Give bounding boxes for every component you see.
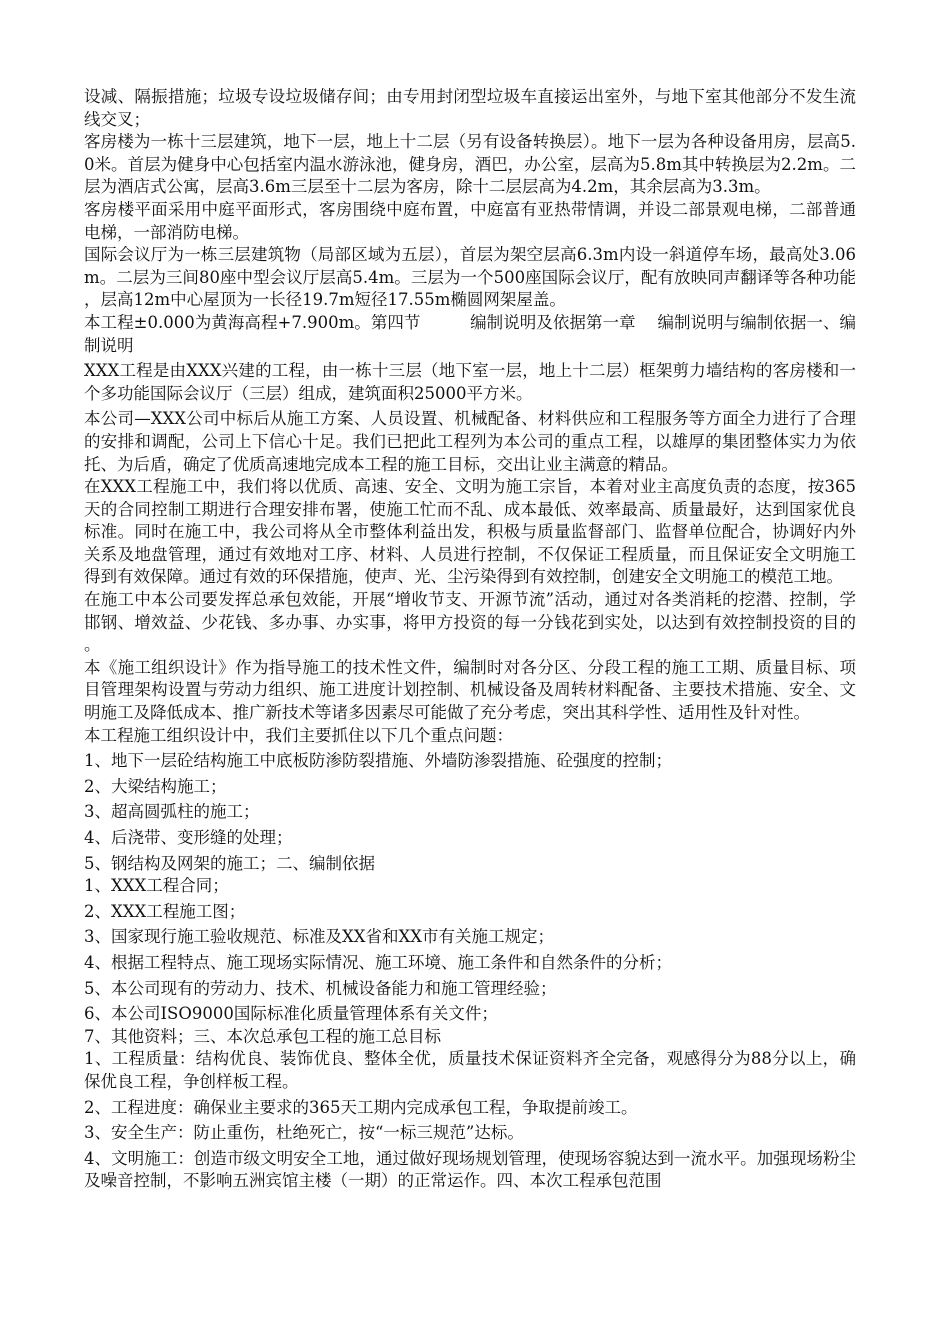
- list-item-key-issue-3: 3、超高圆弧柱的施工；: [84, 802, 260, 822]
- list-item-basis-3: 3、国家现行施工验收规范、标准及XX省和XX市有关施工规定；: [84, 927, 554, 947]
- list-item-key-issue-5: 5、钢结构及网架的施工；二、编制依据: [84, 853, 375, 873]
- paragraph-elevation-and-heading: 本工程±0.000为黄海高程+7.900m。第四节 编制说明及依据第一章 编制说明与编制依据一、编制说明: [84, 312, 856, 355]
- paragraph-guestroom-building: 客房楼为一栋十三层建筑，地下一层，地上十二层（另有设备转换层）。地下一层为各种设备用房，层高5.0米。首层为健身中心包括室内温水游泳池，健身房，酒巴，办公室，层高为5.8m其中转换层为2.2m。二层为酒店式公寓，层高3.6m三层至十二层为客房，除十二层层高为4.2m，其余层高为3.3m。: [84, 132, 856, 197]
- list-item-basis-5: 5、本公司现有的劳动力、技术、机械设备能力和施工管理经验；: [84, 978, 557, 998]
- list-item-goal-safety: 3、安全生产：防止重伤，杜绝死亡，按“一标三规范”达标。: [84, 1123, 524, 1143]
- list-item-key-issue-2: 2、大梁结构施工；: [84, 776, 227, 796]
- paragraph-conference-hall: 国际会议厅为一栋三层建筑物（局部区域为五层），首层为架空层高6.3m内设一斜道停车场，最高处3.06m。二层为三间80座中型会议厅层高5.4m。三层为一个500座国际会议厅，配有放映同声翻译等各种功能，层高12m中心屋顶为一长径19.7m短径17.55m椭圆网架屋盖。: [84, 245, 856, 310]
- list-item-key-issue-4: 4、后浇带、变形缝的处理；: [84, 828, 293, 847]
- paragraph-cost-control: 在施工中本公司要发挥总承包效能，开展“增收节支、开源节流”活动，通过对各类消耗的挖潜、控制，学邯钢、增效益、少花钱、多办事、办实事，将甲方投资的每一分钱花到实处，以达到有效控制投资的目的。: [84, 590, 856, 655]
- list-item-goal-civilized: 4、文明施工：创造市级文明安全工地，通过做好现场规划管理，使现场容貌达到一流水平。加强现场粉尘及噪音控制，不影响五洲宾馆主楼（一期）的正常运作。四、本次工程承包范围: [84, 1148, 856, 1191]
- paragraph-design-scope: 本《施工组织设计》作为指导施工的技术性文件，编制时对各分区、分段工程的施工工期、质量目标、项目管理架构设置与劳动力组织、施工进度计划控制、机械设备及周转材料配备、主要技术措施、安全、文明施工及降低成本、推广新技术等诸多因素尽可能做了充分考虑，突出其科学性、适用性及针对性。: [84, 657, 856, 723]
- list-item-goal-quality: 1、工程质量：结构优良、装饰优良、整体全优，质量技术保证资料齐全完备，观感得分为88分以上，确保优良工程，争创样板工程。: [84, 1049, 856, 1091]
- list-item-key-issue-1: 1、地下一层砼结构施工中底板防渗防裂措施、外墙防渗裂措施、砼强度的控制；: [84, 751, 672, 771]
- document-body: [84, 86, 856, 1193]
- list-item-basis-1: 1、XXX工程合同；: [84, 876, 229, 896]
- list-item-goal-schedule: 2、工程进度：确保业主要求的365天工期内完成承包工程，争取提前竣工。: [84, 1097, 638, 1117]
- list-item-basis-6: 6、本公司ISO9000国际标准化质量管理体系有关文件；: [84, 1004, 498, 1024]
- paragraph-construction-principles: 在XXX工程施工中，我们将以优质、高速、安全、文明为施工宗旨，本着对业主高度负责的态度，按365天的合同控制工期进行合理安排布署，使施工忙而不乱、成本最低、效率最高、质量最好，达到国家优良标准。同时在施工中，我公司将从全市整体利益出发，积极与质量监督部门、监督单位配合，协调好内外关系及地盘管理，通过有效地对工序、材料、人员进行控制，不仅保证工程质量，而且保证安全文明施工得到有效保障。通过有效的环保措施，使声、光、尘污染得到有效控制，创建安全文明施工的模范工地。: [84, 477, 856, 587]
- list-item-basis-4: 4、根据工程特点、施工现场实际情况、施工环境、施工条件和自然条件的分析；: [84, 952, 672, 972]
- paragraph-key-issues-intro: 本工程施工组织设计中，我们主要抓住以下几个重点问题：: [84, 725, 513, 745]
- paragraph-waste-handling: 设减、隔振措施；垃圾专设垃圾储存间；由专用封闭型垃圾车直接运出室外，与地下室其他部分不发生流线交叉；: [84, 87, 856, 129]
- paragraph-company-arrangement: 本公司—XXX公司中标后从施工方案、人员设置、机械配备、材料供应和工程服务等方面全力进行了合理的安排和调配，公司上下信心十足。我们已把此工程列为本公司的重点工程，以雄厚的集团整体实力为依托、为后盾，确定了优质高速地完成本工程的施工目标，交出让业主满意的精品。: [84, 409, 856, 474]
- list-item-basis-7: 7、其他资料；三、本次总承包工程的施工总目标: [84, 1026, 441, 1046]
- paragraph-guestroom-plan: 客房楼平面采用中庭平面形式，客房围绕中庭布置，中庭富有亚热带情调，并设二部景观电梯，二部普通电梯，一部消防电梯。: [84, 199, 856, 242]
- paragraph-project-overview: XXX工程是由XXX兴建的工程，由一栋十三层（地下室一层，地上十二层）框架剪力墙结构的客房楼和一个多功能国际会议厅（三层）组成，建筑面积25000平方米。: [84, 361, 856, 403]
- list-item-basis-2: 2、XXX工程施工图；: [84, 901, 246, 921]
